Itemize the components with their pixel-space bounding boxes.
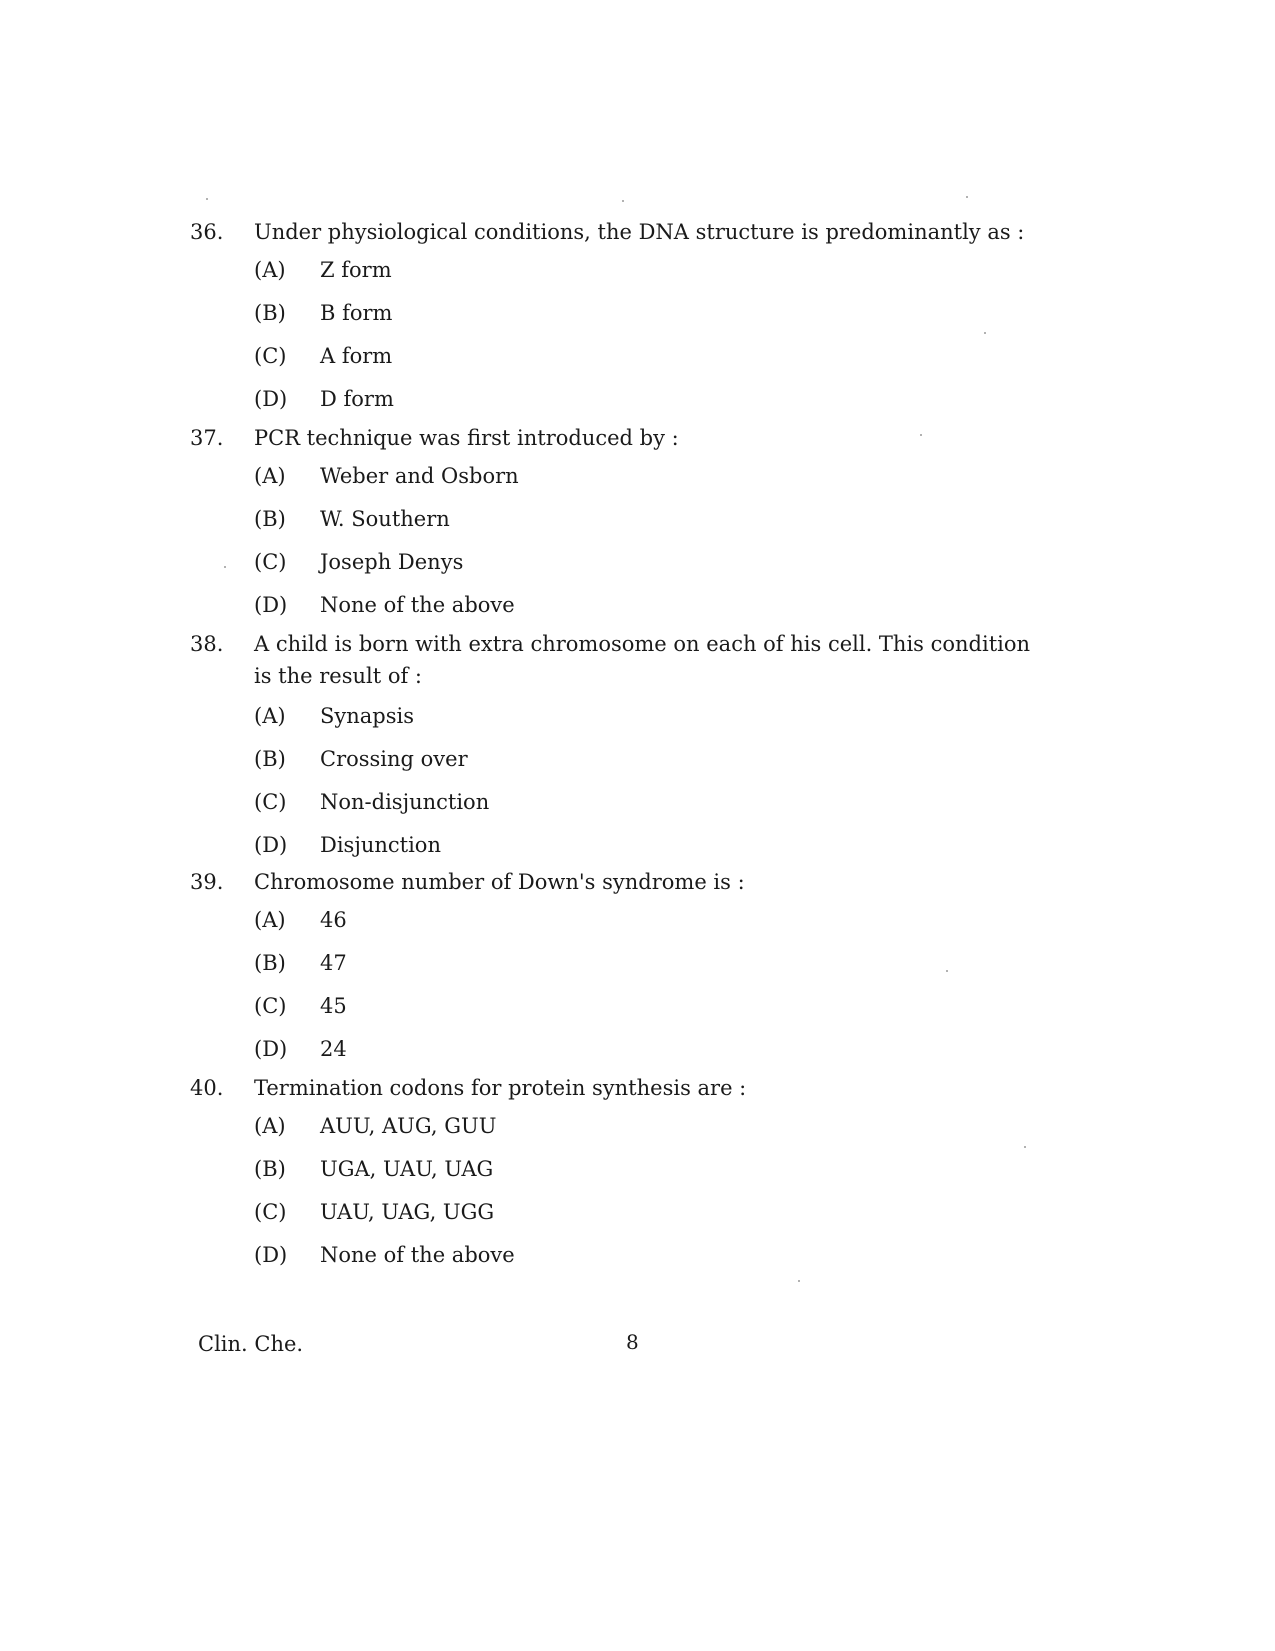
option-a: [254, 1104, 1070, 1147]
option-label: (C): [254, 343, 287, 368]
scan-speck: [920, 434, 922, 436]
question-number: 39.: [190, 870, 224, 894]
option-c: [254, 540, 1070, 583]
option-text: Synapsis: [320, 703, 415, 728]
option-d: [254, 1233, 1070, 1276]
option-text: None of the above: [320, 592, 515, 617]
option-c: [254, 780, 1070, 823]
option-label: (D): [254, 1242, 288, 1267]
question-text: Chromosome number of Down's syndrome is :: [254, 870, 745, 894]
option-label: (B): [254, 1156, 286, 1181]
options-list: [254, 898, 1070, 1070]
option-label: (C): [254, 549, 287, 574]
scan-speck: [622, 200, 624, 202]
question-text: Termination codons for protein synthesis are :: [254, 1076, 747, 1100]
option-text: W. Southern: [320, 506, 450, 531]
options-list: [254, 1104, 1070, 1276]
question-text: Under physiological conditions, the DNA structure is predominantly as :: [254, 220, 1025, 244]
option-label: (A): [254, 703, 286, 728]
scan-speck: [984, 332, 986, 334]
option-text: 45: [320, 993, 347, 1018]
question-36: [190, 216, 1070, 420]
option-label: (A): [254, 1113, 286, 1138]
footer-subject-code: Clin. Che.: [198, 1332, 304, 1356]
option-label: (A): [254, 463, 286, 488]
option-label: (C): [254, 789, 287, 814]
scan-speck: [224, 566, 226, 568]
question-text: PCR technique was first introduced by :: [254, 426, 679, 450]
option-b: [254, 737, 1070, 780]
option-text: AUU, AUG, GUU: [320, 1113, 497, 1138]
option-label: (D): [254, 832, 288, 857]
option-text: Crossing over: [320, 746, 468, 771]
option-b: [254, 1147, 1070, 1190]
option-d: [254, 823, 1070, 866]
option-text: 47: [320, 950, 347, 975]
scan-speck: [798, 1280, 800, 1282]
option-label: (C): [254, 993, 287, 1018]
option-label: (D): [254, 1036, 288, 1061]
option-b: [254, 497, 1070, 540]
scan-speck: [206, 198, 208, 200]
option-b: [254, 941, 1070, 984]
option-text: D form: [320, 386, 394, 411]
option-a: [254, 248, 1070, 291]
question-number: 38.: [190, 632, 224, 656]
option-label: (D): [254, 386, 288, 411]
option-text: Z form: [320, 257, 392, 282]
options-list: [254, 694, 1070, 866]
option-d: [254, 1027, 1070, 1070]
page-number: 8: [626, 1330, 639, 1354]
scan-speck: [966, 196, 968, 198]
option-text: 46: [320, 907, 347, 932]
question-39: [190, 866, 1070, 1070]
option-text: 24: [320, 1036, 347, 1061]
question-37: [190, 422, 1070, 626]
option-label: (B): [254, 506, 286, 531]
option-c: [254, 984, 1070, 1027]
option-text: Joseph Denys: [320, 549, 464, 574]
scan-speck: [1024, 1146, 1026, 1148]
option-text: Weber and Osborn: [320, 463, 519, 488]
option-d: [254, 377, 1070, 420]
question-number: 40.: [190, 1076, 224, 1100]
question-38: [190, 628, 1070, 866]
option-label: (B): [254, 300, 286, 325]
option-text: None of the above: [320, 1242, 515, 1267]
option-label: (A): [254, 257, 286, 282]
question-text: A child is born with extra chromosome on each of his cell. This condition is the result of :: [254, 632, 1031, 688]
option-label: (D): [254, 592, 288, 617]
question-40: [190, 1072, 1070, 1276]
option-text: B form: [320, 300, 393, 325]
option-a: [254, 454, 1070, 497]
question-number: 37.: [190, 426, 224, 450]
option-label: (C): [254, 1199, 287, 1224]
options-list: [254, 248, 1070, 420]
option-c: [254, 1190, 1070, 1233]
option-text: Non-disjunction: [320, 789, 490, 814]
option-text: A form: [320, 343, 393, 368]
option-a: [254, 694, 1070, 737]
option-c: [254, 334, 1070, 377]
option-d: [254, 583, 1070, 626]
option-label: (B): [254, 746, 286, 771]
option-label: (A): [254, 907, 286, 932]
option-label: (B): [254, 950, 286, 975]
question-number: 36.: [190, 220, 224, 244]
option-text: UAU, UAG, UGG: [320, 1199, 495, 1224]
option-a: [254, 898, 1070, 941]
options-list: [254, 454, 1070, 626]
option-text: UGA, UAU, UAG: [320, 1156, 494, 1181]
option-text: Disjunction: [320, 832, 441, 857]
option-b: [254, 291, 1070, 334]
scan-speck: [946, 970, 948, 972]
